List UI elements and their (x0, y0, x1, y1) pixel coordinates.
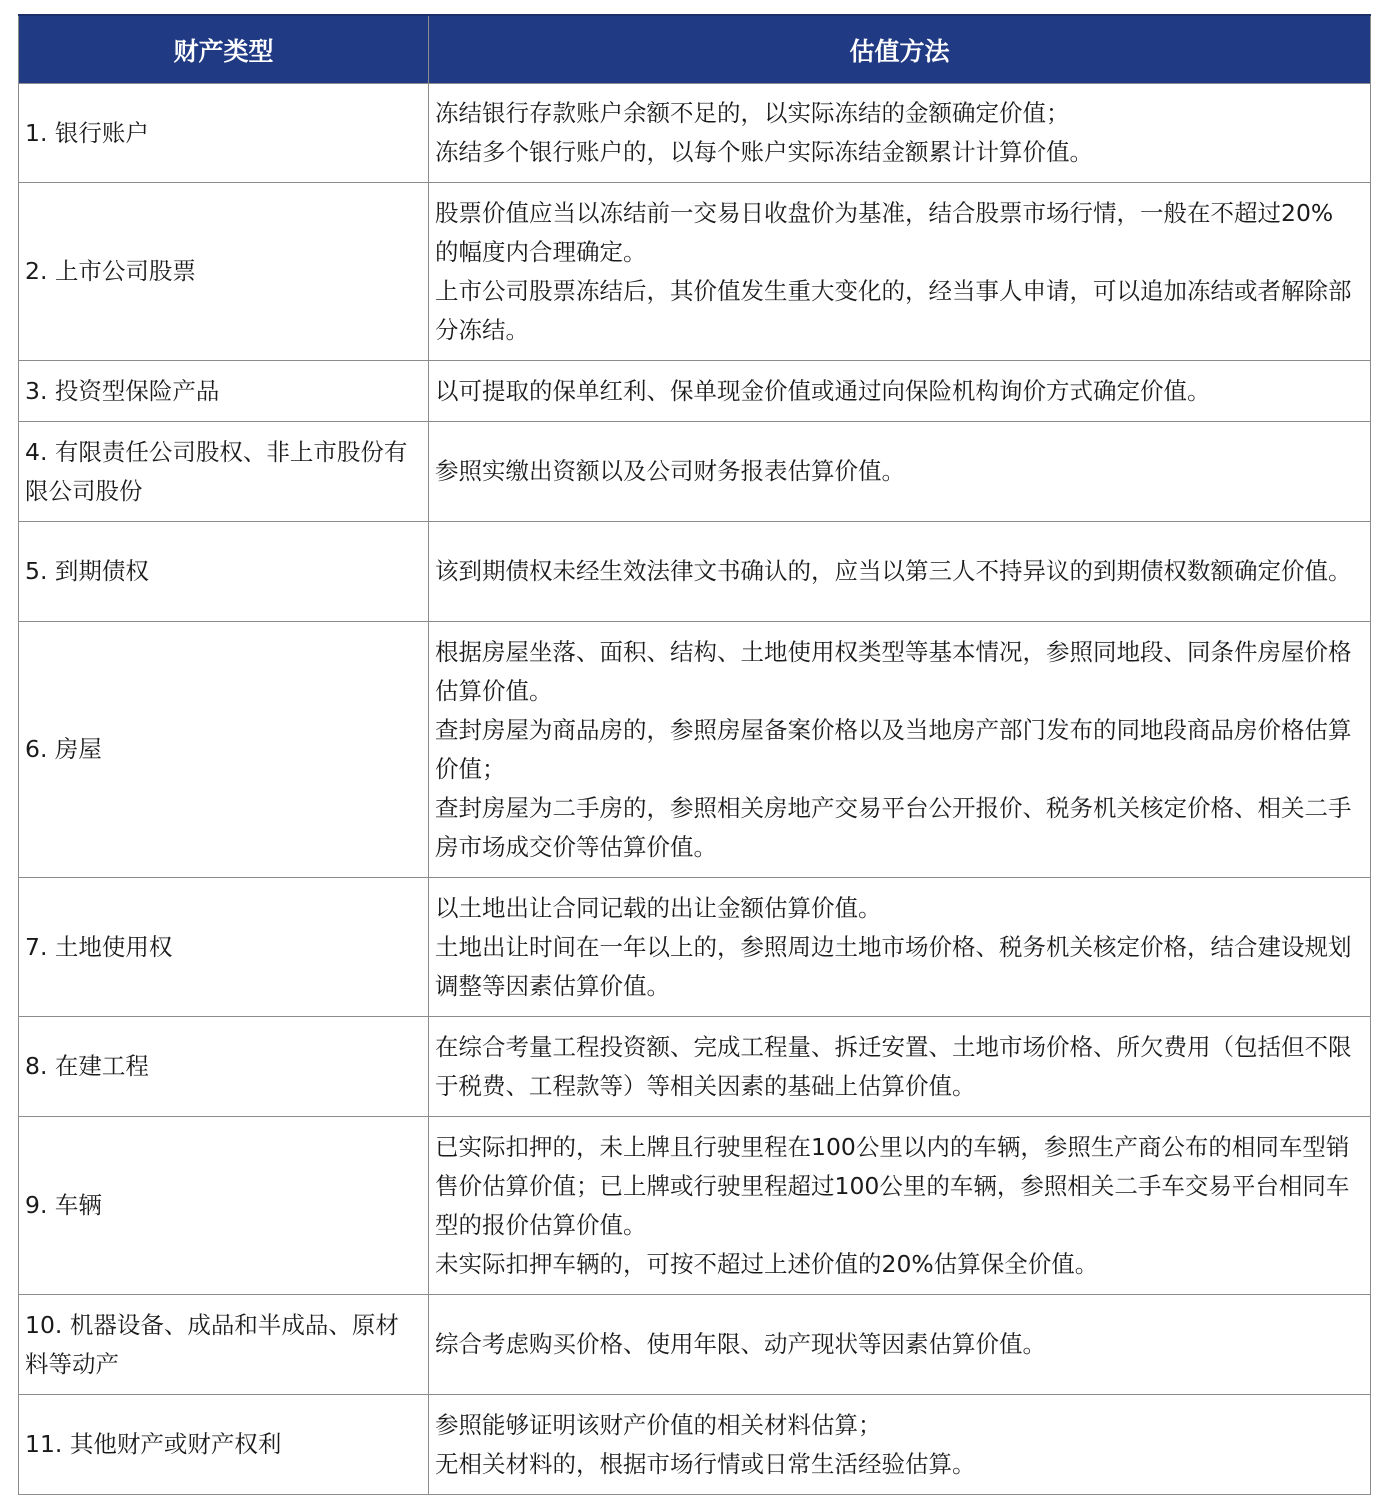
valuation-method-paragraph: 土地出让时间在一年以上的，参照周边土地市场价格、税务机关核定价格，结合建设规划调整等因素估算价值。 (435, 932, 1352, 1000)
property-type-cell: 3. 投资型保险产品 (19, 361, 429, 422)
valuation-method-cell (429, 422, 1371, 522)
valuation-method-paragraph: 无相关材料的，根据市场行情或日常生活经验估算。 (435, 1449, 976, 1478)
property-type-cell: 1. 银行账户 (19, 84, 429, 183)
property-type-cell: 7. 土地使用权 (19, 878, 429, 1017)
valuation-method-cell (429, 84, 1371, 183)
valuation-method-cell (429, 183, 1371, 361)
valuation-method-paragraph: 参照能够证明该财产价值的相关材料估算； (435, 1410, 882, 1439)
valuation-method-cell (429, 1017, 1371, 1117)
valuation-table (18, 14, 1371, 1495)
table-body (19, 84, 1371, 1495)
valuation-method-paragraph: 冻结银行存款账户余额不足的，以实际冻结的金额确定价值； (435, 99, 1070, 127)
valuation-method-paragraph: 参照实缴出资额以及公司财务报表估算价值。 (435, 457, 905, 485)
table-row (19, 1395, 1371, 1495)
property-type-cell: 2. 上市公司股票 (19, 183, 429, 361)
valuation-method-paragraph: 该到期债权未经生效法律文书确认的，应当以第三人不持异议的到期债权数额确定价值。 (435, 557, 1352, 585)
valuation-method-paragraph: 股票价值应当以冻结前一交易日收盘价为基准，结合股票市场行情，一般在不超过20%的幅度内合理确定。 (435, 198, 1334, 266)
valuation-method-cell (429, 361, 1371, 422)
valuation-method-paragraph: 综合考虑购买价格、使用年限、动产现状等因素估算价值。 (435, 1330, 1046, 1358)
valuation-method-cell (429, 878, 1371, 1017)
valuation-method-paragraph: 以可提取的保单红利、保单现金价值或通过向保险机构询价方式确定价值。 (435, 376, 1211, 405)
table-header-row (19, 15, 1371, 84)
table-row (19, 878, 1371, 1017)
valuation-method-paragraph: 在综合考量工程投资额、完成工程量、拆迁安置、土地市场价格、所欠费用（包括但不限于税费、工程款等）等相关因素的基础上估算价值。 (435, 1032, 1352, 1100)
valuation-method-paragraph: 查封房屋为商品房的，参照房屋备案价格以及当地房产部门发布的同地段商品房价格估算价值； (435, 715, 1352, 783)
valuation-method-cell (429, 1117, 1371, 1295)
valuation-table-container (18, 14, 1370, 1495)
valuation-method-paragraph: 已实际扣押的，未上牌且行驶里程在100公里以内的车辆，参照生产商公布的相同车型销售价估算价值；已上牌或行驶里程超过100公里的车辆，参照相关二手车交易平台相同车型的报价估算价值。 (435, 1132, 1350, 1239)
valuation-method-paragraph: 冻结多个银行账户的，以每个账户实际冻结金额累计计算价值。 (435, 138, 1093, 166)
property-type-cell: 10. 机器设备、成品和半成品、原材料等动产 (19, 1295, 429, 1395)
header-valuation-method: 估值方法 (429, 15, 1371, 84)
property-type-cell: 6. 房屋 (19, 622, 429, 878)
table-row (19, 84, 1371, 183)
property-type-cell: 9. 车辆 (19, 1117, 429, 1295)
valuation-method-paragraph: 未实际扣押车辆的，可按不超过上述价值的20%估算保全价值。 (435, 1249, 1099, 1278)
property-type-cell: 11. 其他财产或财产权利 (19, 1395, 429, 1495)
valuation-method-cell (429, 1395, 1371, 1495)
property-type-cell: 4. 有限责任公司股权、非上市股份有限公司股份 (19, 422, 429, 522)
table-row (19, 422, 1371, 522)
valuation-method-cell (429, 622, 1371, 878)
valuation-method-paragraph: 以土地出让合同记载的出让金额估算价值。 (435, 893, 882, 922)
valuation-method-paragraph: 根据房屋坐落、面积、结构、土地使用权类型等基本情况，参照同地段、同条件房屋价格估算价值。 (435, 637, 1352, 705)
table-row (19, 1295, 1371, 1395)
table-row (19, 622, 1371, 878)
property-type-cell: 8. 在建工程 (19, 1017, 429, 1117)
valuation-method-cell (429, 1295, 1371, 1395)
property-type-cell: 5. 到期债权 (19, 522, 429, 622)
valuation-method-paragraph: 上市公司股票冻结后，其价值发生重大变化的，经当事人申请，可以追加冻结或者解除部分冻结。 (435, 276, 1352, 344)
table-row (19, 1117, 1371, 1295)
table-row (19, 361, 1371, 422)
header-property-type: 财产类型 (19, 15, 429, 84)
valuation-method-paragraph: 查封房屋为二手房的，参照相关房地产交易平台公开报价、税务机关核定价格、相关二手房市场成交价等估算价值。 (435, 793, 1352, 861)
table-row (19, 183, 1371, 361)
valuation-method-cell (429, 522, 1371, 622)
table-row (19, 1017, 1371, 1117)
table-row (19, 522, 1371, 622)
